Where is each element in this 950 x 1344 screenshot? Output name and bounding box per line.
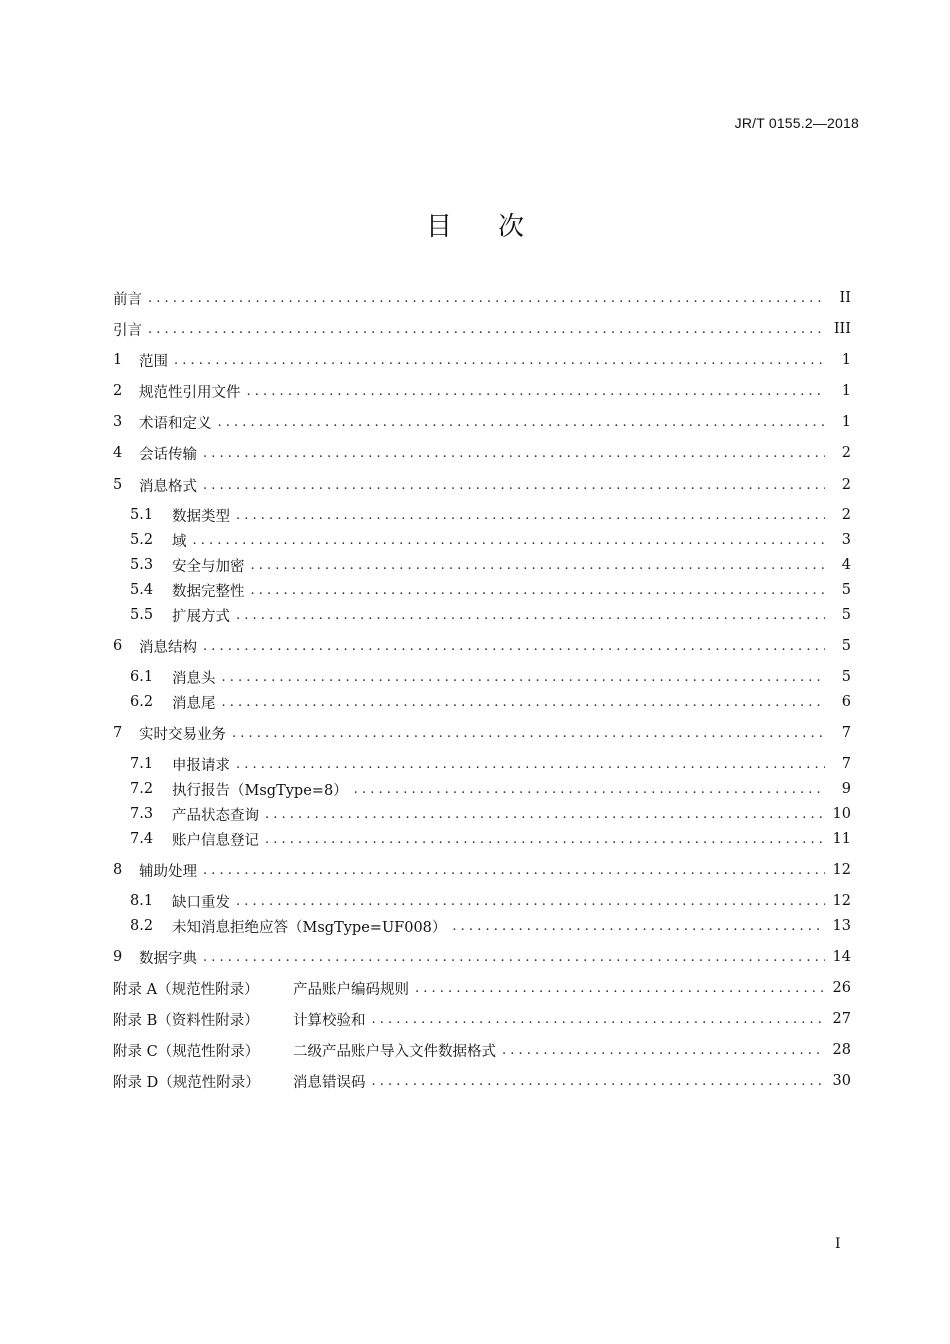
toc-entry-label: 产品状态查询: [172, 807, 259, 824]
toc-entry-page: 9: [841, 781, 851, 797]
toc-entry-dot-leader: [203, 950, 825, 965]
toc-entry-number: 7.2: [130, 781, 154, 797]
toc-entry[interactable]: [130, 579, 851, 601]
toc-entry[interactable]: [113, 442, 851, 464]
toc-entry[interactable]: [130, 691, 851, 713]
toc-entry-number: 8.1: [130, 893, 154, 909]
toc-entry[interactable]: [113, 411, 851, 433]
toc-entry-number: 7.3: [130, 806, 154, 822]
toc-entry[interactable]: [113, 722, 851, 744]
toc-entry-dot-leader: [148, 291, 825, 306]
toc-entry-appendix: 附录 A（规范性附录）: [113, 981, 259, 998]
toc-entry-dot-leader: [372, 1012, 826, 1027]
toc-entry-label: 扩展方式: [172, 608, 230, 625]
toc-entry[interactable]: [113, 859, 851, 881]
toc-entry-page: 5: [841, 607, 851, 623]
toc-entry-label: 术语和定义: [139, 415, 212, 432]
toc-entry[interactable]: [113, 1008, 851, 1030]
toc-entry-page: 13: [832, 918, 851, 934]
toc-entry[interactable]: [130, 554, 851, 576]
toc-entry-page: 6: [841, 694, 851, 710]
toc-entry-page: 14: [832, 949, 851, 965]
toc-entry-dot-leader: [203, 863, 825, 878]
toc-entry-dot-leader: [452, 919, 825, 934]
page-number: I: [835, 1236, 841, 1252]
toc-entry[interactable]: [130, 915, 851, 937]
toc-entry-label: 数据完整性: [172, 583, 245, 600]
toc-entry-number: 1: [113, 352, 123, 368]
toc-entry-dot-leader: [203, 446, 825, 461]
toc-entry-label: 消息结构: [139, 639, 197, 656]
toc-entry-page: 12: [832, 893, 851, 909]
toc-entry[interactable]: [130, 504, 851, 526]
toc-entry-dot-leader: [236, 757, 825, 772]
toc-entry[interactable]: [113, 318, 851, 340]
toc-entry[interactable]: [113, 946, 851, 968]
toc-entry-dot-leader: [251, 558, 826, 573]
toc-entry-page: II: [839, 290, 851, 306]
toc-entry-appendix: 附录 C（规范性附录）: [113, 1043, 260, 1060]
toc-entry-label: 安全与加密: [172, 558, 245, 575]
toc-entry-label: 未知消息拒绝应答（MsgType=UF008）: [172, 919, 447, 936]
toc-entry[interactable]: [130, 666, 851, 688]
toc-entry-label: 执行报告（MsgType=8）: [172, 782, 348, 799]
toc-entry[interactable]: [113, 635, 851, 657]
toc-entry-number: 2: [113, 383, 123, 399]
toc-entry-page: 1: [841, 414, 851, 430]
toc-entry-page: 1: [841, 383, 851, 399]
toc-entry-dot-leader: [236, 894, 825, 909]
toc-entry-label: 辅助处理: [139, 863, 197, 880]
toc-entry-label: 消息头: [172, 670, 216, 687]
toc-entry-label: 消息尾: [172, 695, 216, 712]
toc-entry-appendix: 附录 B（资料性附录）: [113, 1012, 259, 1029]
toc-entry[interactable]: [113, 349, 851, 371]
toc-entry-number: 4: [113, 445, 123, 461]
toc-entry-page: 4: [841, 557, 851, 573]
toc-entry-number: 5.4: [130, 582, 154, 598]
toc-entry-label: 消息格式: [139, 478, 197, 495]
toc-entry-page: 26: [832, 980, 851, 996]
toc-entry-dot-leader: [247, 384, 826, 399]
toc-entry-page: 2: [841, 477, 851, 493]
toc-entry-page: III: [833, 321, 851, 337]
toc-entry[interactable]: [113, 1039, 851, 1061]
toc-entry-dot-leader: [236, 608, 825, 623]
toc-entry-number: 5.2: [130, 532, 154, 548]
toc-entry[interactable]: [113, 474, 851, 496]
toc-entry-page: 7: [841, 725, 851, 741]
toc-entry-label: 二级产品账户导入文件数据格式: [293, 1043, 496, 1060]
toc-entry-dot-leader: [232, 726, 825, 741]
toc-entry-dot-leader: [502, 1043, 825, 1058]
toc-entry-label: 数据字典: [139, 950, 197, 967]
toc-entry-dot-leader: [354, 782, 825, 797]
toc-entry-number: 9: [113, 949, 123, 965]
toc-entry-page: 2: [841, 507, 851, 523]
toc-entry-dot-leader: [222, 695, 826, 710]
toc-entry[interactable]: [113, 1070, 851, 1092]
toc-entry-label: 实时交易业务: [139, 726, 226, 743]
toc-entry[interactable]: [130, 890, 851, 912]
toc-entry-page: 5: [841, 638, 851, 654]
toc-entry-number: 7.1: [130, 756, 154, 772]
toc-entry-number: 6.1: [130, 669, 154, 685]
toc-entry-label: 引言: [113, 322, 142, 339]
toc-entry-dot-leader: [174, 353, 825, 368]
toc-entry-label: 数据类型: [172, 508, 230, 525]
toc-entry-number: 7: [113, 725, 123, 741]
toc-entry-number: 5.3: [130, 557, 154, 573]
toc-entry-number: 5.1: [130, 507, 154, 523]
toc-entry-label: 缺口重发: [172, 894, 230, 911]
toc-entry[interactable]: [130, 778, 851, 800]
toc-entry-page: 5: [841, 582, 851, 598]
toc-entry-dot-leader: [203, 478, 825, 493]
toc-entry[interactable]: [130, 604, 851, 626]
toc-entry-dot-leader: [372, 1074, 826, 1089]
toc-entry-label: 范围: [139, 353, 168, 370]
toc-entry-label: 账户信息登记: [172, 832, 259, 849]
toc-entry-page: 5: [841, 669, 851, 685]
document-code: JR/T 0155.2—2018: [734, 115, 859, 131]
toc-entry-dot-leader: [222, 670, 826, 685]
toc-entry-label: 域: [172, 533, 187, 550]
toc-entry-page: 30: [832, 1073, 851, 1089]
toc-entry-page: 27: [832, 1011, 851, 1027]
toc-entry-page: 3: [841, 532, 851, 548]
toc-entry-dot-leader: [193, 533, 826, 548]
toc-entry-label: 前言: [113, 291, 142, 308]
toc-entry-page: 2: [841, 445, 851, 461]
toc-entry-label: 计算校验和: [293, 1012, 366, 1029]
toc-entry-number: 5.5: [130, 607, 154, 623]
toc-entry-number: 6: [113, 638, 123, 654]
toc-entry-dot-leader: [218, 415, 826, 430]
toc-entry[interactable]: [130, 828, 851, 850]
toc-entry[interactable]: [113, 977, 851, 999]
page-title: 目次: [425, 212, 570, 242]
toc-entry-page: 7: [841, 756, 851, 772]
toc-entry-number: 6.2: [130, 694, 154, 710]
toc-entry-page: 11: [832, 831, 851, 847]
toc-entry-label: 消息错误码: [293, 1074, 366, 1091]
toc-entry-dot-leader: [265, 832, 825, 847]
toc-entry-label: 规范性引用文件: [139, 384, 241, 401]
toc-entry-page: 1: [841, 352, 851, 368]
toc-entry-dot-leader: [236, 508, 825, 523]
toc-entry-number: 8.2: [130, 918, 154, 934]
toc-entry-appendix: 附录 D（规范性附录）: [113, 1074, 260, 1091]
toc-entry[interactable]: [130, 753, 851, 775]
toc-entry-label: 申报请求: [172, 757, 230, 774]
toc-entry-page: 12: [832, 862, 851, 878]
toc-entry-number: 5: [113, 477, 123, 493]
toc-entry-page: 28: [832, 1042, 851, 1058]
toc-entry[interactable]: [130, 803, 851, 825]
toc-entry-dot-leader: [148, 322, 825, 337]
toc-entry-page: 10: [832, 806, 851, 822]
toc-entry-dot-leader: [265, 807, 825, 822]
toc-entry-number: 8: [113, 862, 123, 878]
toc-entry[interactable]: [113, 287, 851, 309]
toc-entry-dot-leader: [251, 583, 826, 598]
toc-entry[interactable]: [130, 529, 851, 551]
toc-entry-number: 3: [113, 414, 123, 430]
toc-entry-number: 7.4: [130, 831, 154, 847]
toc-entry[interactable]: [113, 380, 851, 402]
toc-entry-label: 会话传输: [139, 446, 197, 463]
toc-entry-label: 产品账户编码规则: [293, 981, 409, 998]
toc-entry-dot-leader: [415, 981, 825, 996]
toc-entry-dot-leader: [203, 639, 825, 654]
